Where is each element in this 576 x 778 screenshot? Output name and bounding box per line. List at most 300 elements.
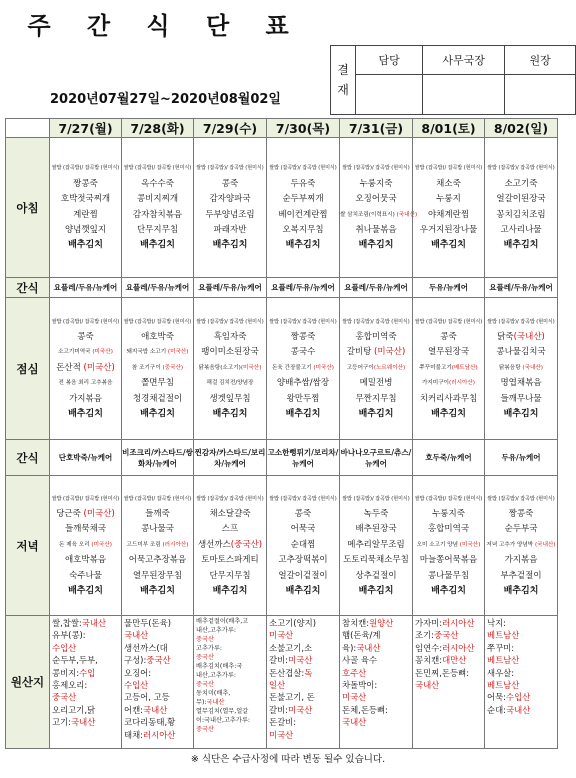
origin-text: 유부(콩):	[52, 630, 86, 641]
lunch-cell	[122, 298, 194, 440]
menu-item: 누룽지죽	[359, 178, 393, 189]
menu-item: 누룽지	[436, 194, 461, 205]
dinner-cell	[122, 476, 194, 616]
menu-item: 가지볶음	[504, 555, 538, 566]
menu-item: 짱콩죽	[508, 509, 534, 520]
menu-item: 짱콩죽	[290, 332, 316, 343]
menu-item: 두부양념조림	[205, 209, 255, 220]
menu-item: 어묵국	[290, 524, 316, 535]
menu-item: 쌀밥 (잡곡밥)/ 잡곡밥 (현미식)	[269, 495, 337, 502]
origin-text: 베트남산	[487, 679, 520, 690]
menu-item: 고등어구이(노르웨이산)	[346, 364, 406, 371]
menu-item: 배추김치	[68, 408, 103, 419]
origin-line	[196, 662, 266, 671]
breakfast-cell	[340, 138, 418, 278]
origin-line	[196, 698, 266, 707]
menu-item: 단무지무침	[209, 570, 251, 581]
menu-table	[5, 118, 558, 749]
menu-item: 배추김치	[431, 585, 466, 596]
menu-item: 배추김치	[358, 240, 394, 251]
menu-item: 열무된장국	[427, 347, 470, 358]
day-header: 7/28(화)	[122, 119, 194, 138]
day-header: 8/01(토)	[413, 119, 485, 138]
origin-line	[487, 691, 557, 703]
origin-text: 임연수:	[415, 642, 443, 653]
menu-item: 쌀밥 (잡곡밥)/ 잡곡밥 (현미식)	[196, 318, 264, 325]
origin-cell	[50, 616, 122, 749]
row-label-dinner: 저녁	[6, 476, 50, 616]
origin-text: 돈불고기, 돈	[269, 692, 315, 703]
footer-note: ※ 식단은 수급사정에 따라 변동 될수 있습니다.	[190, 754, 386, 765]
snack2-cell: 찐감자/카스타드/보리차/뉴케어	[194, 440, 267, 476]
origin-text: 이:국내산,고추가루:	[196, 717, 250, 724]
menu-item: 배추김치	[140, 408, 175, 419]
origin-line	[52, 617, 121, 629]
origin-line	[487, 654, 557, 666]
origin-text: 국내산	[415, 679, 440, 690]
origin-line	[269, 691, 339, 703]
menu-item: 쌀밥 (잡곡밥)/ 잡곡밥 (현미식)	[487, 318, 555, 325]
menu-item: 돼지국밥 소고기 (미국산)	[126, 349, 189, 356]
origin-line	[124, 716, 193, 728]
origin-text: 조기:	[415, 630, 435, 641]
menu-item: 흑임자죽	[213, 332, 247, 343]
origin-text: 독	[304, 667, 313, 678]
origin-line	[487, 679, 557, 691]
menu-item: 배추김치	[503, 408, 539, 419]
menu-item: 애호박죽	[141, 332, 174, 343]
menu-item: 쌀밥 (잡곡밥)/ 잡곡밥 (현미식)	[196, 165, 264, 172]
menu-item: 야채계란찜	[427, 209, 470, 220]
dinner-cell	[485, 476, 558, 616]
origin-line	[52, 691, 121, 703]
menu-item: 청경채겉절이	[132, 393, 183, 404]
origin-cell	[340, 616, 413, 749]
origin-line	[487, 704, 557, 716]
origin-text: 중국산	[196, 726, 214, 733]
origin-line	[487, 629, 557, 641]
origin-text: 러시아산	[143, 729, 176, 740]
menu-item: 쫄면무침	[141, 378, 174, 389]
origin-line	[124, 691, 193, 703]
dinner-cell	[267, 476, 340, 616]
day-header: 7/30(목)	[267, 119, 340, 138]
menu-item: 숙주나물	[69, 570, 102, 581]
menu-item: 순두부국	[504, 524, 538, 535]
origin-line	[342, 629, 412, 641]
origin-text: 원양산	[369, 618, 394, 628]
origin-line	[342, 691, 412, 703]
origin-text: 쌀,찹쌀:	[52, 618, 82, 628]
origin-line	[124, 704, 193, 716]
origin-line	[52, 642, 121, 654]
origin-line	[196, 725, 266, 734]
menu-item: 돈산적 (미국산)	[56, 362, 115, 373]
origin-text: 물만두(돈육)	[124, 618, 171, 628]
origin-cell	[485, 616, 558, 749]
menu-item: 우거지된장나물	[419, 224, 478, 235]
lunch-cell	[50, 298, 122, 440]
menu-item: 배추김치	[140, 240, 175, 251]
menu-item: 스프	[221, 524, 239, 535]
origin-text: 소불고기,소	[269, 642, 313, 653]
menu-item: 해걸 김치전/양념장	[206, 380, 254, 387]
origin-line	[269, 704, 339, 716]
menu-item: 쌀밥 (잡곡밥)/ 잡곡밥 (현미식)	[342, 165, 410, 172]
menu-item: 배추김치	[503, 240, 539, 251]
origin-text: 국내산	[342, 717, 367, 728]
origin-line	[124, 617, 193, 629]
origin-line	[415, 617, 484, 629]
origin-text: 동치미(배추,	[196, 690, 231, 697]
origin-line	[269, 716, 339, 728]
lunch-cell	[194, 298, 267, 440]
origin-line	[52, 704, 121, 716]
menu-item: 고사리나물	[500, 224, 542, 235]
menu-item: 배추김치	[285, 408, 321, 419]
menu-item: 단무지무침	[136, 224, 179, 235]
origin-text: 태채:	[124, 729, 144, 740]
snack1-cell: 요플레/두유/뉴케어	[267, 278, 340, 298]
approval-col-staff: 담당	[356, 46, 423, 75]
menu-item: 순대찜	[290, 539, 316, 550]
origin-line	[196, 617, 266, 626]
day-header: 7/29(수)	[194, 119, 267, 138]
menu-item: 애호박볶음	[64, 555, 107, 566]
origin-line	[196, 635, 266, 644]
origin-line	[415, 667, 484, 679]
origin-text: 고등어, 고등	[124, 692, 170, 703]
menu-item: 생선까스(중국산)	[197, 539, 263, 550]
origin-text: 코다리동태,황	[124, 717, 176, 728]
menu-item: 고추장떡볶이	[278, 555, 328, 566]
origin-text: 갈비:	[269, 704, 289, 715]
menu-item: 메밀전병	[359, 378, 393, 389]
menu-item: 쌀밥 (잡곡밥)/ 잡곡밥 (현미식)	[51, 495, 120, 502]
menu-item: 양배추쌈/쌈장	[276, 378, 330, 389]
origin-line	[196, 716, 266, 725]
menu-item: 채소달걀죽	[209, 509, 251, 520]
approval-col-director: 원장	[505, 46, 576, 75]
origin-text: 낙지:	[487, 618, 507, 628]
menu-item: 얼갈이된장국	[496, 194, 546, 205]
menu-item: 당근죽 (미국산)	[56, 509, 115, 520]
breakfast-cell	[485, 138, 558, 278]
origin-text: 미국산	[269, 630, 294, 641]
date-range: 2020년07월27일~2020년08월02일	[50, 92, 281, 107]
menu-item: 취나물볶음	[355, 224, 397, 235]
origin-line	[415, 679, 484, 691]
origin-text: 수입	[79, 667, 96, 678]
origin-text: 콩비지:	[52, 667, 80, 678]
menu-item: 배추김치	[285, 240, 321, 251]
origin-text: 러시아산	[442, 618, 475, 628]
origin-line	[342, 642, 412, 654]
dinner-cell	[194, 476, 267, 616]
menu-item: 전 볶음 최리 고추볶음	[58, 380, 113, 387]
menu-item: 계란찜	[73, 209, 98, 220]
row-label-breakfast: 아침	[6, 138, 50, 278]
menu-item: 갈비탕 (미국산)	[346, 347, 406, 358]
origin-line	[415, 654, 484, 666]
menu-item: 쌀밥 (잡곡밥)/ 잡곡밥 (현미식)	[414, 318, 483, 325]
origin-text: 순대:	[487, 704, 507, 715]
origin-text: 미국산	[288, 655, 313, 666]
origin-text: 고추가루:	[196, 645, 222, 652]
origin-text: 국내산	[356, 642, 381, 653]
origin-text: 차돌박이:	[342, 679, 378, 690]
origin-line	[196, 689, 266, 698]
menu-item: 쌀밥 (잡곡밥)/ 잡곡밥 (현미식)	[342, 495, 410, 502]
menu-item: 상추겉절이	[355, 570, 397, 581]
row-label-snack-pm: 간식	[6, 440, 50, 476]
origin-text: 갈비:	[269, 655, 289, 666]
menu-item: 마늘쫑어묵볶음	[419, 555, 478, 566]
breakfast-cell	[194, 138, 267, 278]
menu-item: 쌀밥 (잡곡밥)/ 잡곡밥 (현미식)	[269, 318, 337, 325]
menu-item: 녹두죽	[363, 509, 389, 520]
origin-line	[52, 679, 121, 691]
approval-label: 결 재	[331, 46, 356, 115]
breakfast-cell	[50, 138, 122, 278]
menu-item: 콩나물무침	[427, 570, 470, 581]
row-label-lunch: 점심	[6, 298, 50, 440]
menu-item: 쌀밥 (잡곡밥)/ 잡곡밥 (현미식)	[123, 165, 192, 172]
origin-line	[342, 667, 412, 679]
origin-text: 고기:	[52, 717, 72, 728]
origin-text: 국내산	[143, 704, 168, 715]
menu-item: 들깨묵채국	[64, 524, 107, 535]
menu-item: 쌀밥 (잡곡밥)/ 잡곡밥 (현미식)	[414, 165, 483, 172]
origin-text: 중국산	[434, 630, 459, 641]
menu-item: 오복지무침	[282, 224, 324, 235]
dinner-cell	[413, 476, 485, 616]
row-label-snack-am: 간식	[6, 278, 50, 298]
snack1-cell: 요플레/두유/뉴케어	[122, 278, 194, 298]
origin-text: 꽁치캔:	[415, 655, 443, 666]
lunch-cell	[485, 298, 558, 440]
lunch-cell	[413, 298, 485, 440]
origin-line	[52, 629, 121, 641]
menu-item: 쌀 삼치조림(이력표시) (국내산)	[340, 211, 418, 218]
menu-item: 닭죽(국내산)	[497, 332, 545, 343]
lunch-cell	[267, 298, 340, 440]
menu-item: 쌀밥 (잡곡밥)/ 잡곡밥 (현미식)	[414, 495, 483, 502]
origin-text: 어캔:	[124, 704, 144, 715]
menu-item: 콩죽	[294, 509, 312, 520]
menu-item: 명엽채볶음	[500, 378, 542, 389]
approval-box	[330, 45, 576, 115]
menu-item: 오징어뭇국	[355, 194, 397, 205]
origin-line	[269, 667, 339, 679]
menu-item: 고드미부 조림 (러시아산)	[126, 541, 189, 548]
day-header: 7/31(금)	[340, 119, 413, 138]
origin-line	[196, 680, 266, 689]
snack2-cell: 비조크리/카스타드/쌍화차/뉴케어	[122, 440, 194, 476]
menu-item: 쌀밥 (잡곡밥)/ 잡곡밥 (현미식)	[196, 495, 264, 502]
origin-text: 순두부,두부,	[52, 655, 98, 666]
menu-item: 소고기미역국 (미국산)	[58, 349, 113, 356]
menu-item: 콩나물국	[141, 524, 174, 535]
origin-text: 베트남산	[487, 630, 520, 641]
menu-item: 소고기죽	[504, 178, 538, 189]
origin-line	[52, 716, 121, 728]
origin-line	[196, 671, 266, 680]
menu-item: 왕만두찜	[286, 393, 320, 404]
origin-text: 구성):	[124, 655, 147, 666]
origin-text: 호주산	[342, 667, 367, 678]
origin-line	[124, 729, 193, 741]
menu-item: 생겟잎무침	[209, 393, 251, 404]
snack2-cell: 고소한뻥튀기/보리차/뉴케어	[267, 440, 340, 476]
origin-text: 국내산	[124, 630, 149, 641]
origin-text: 중국산	[52, 692, 77, 703]
menu-item: 감자양파국	[209, 194, 251, 205]
menu-item: 치커리사과무침	[419, 393, 478, 404]
menu-item: 쌀밥 (잡곡밥)/ 잡곡밥 (현미식)	[123, 495, 192, 502]
menu-item: 콩죽	[440, 332, 457, 343]
menu-item: 배추김치	[212, 585, 248, 596]
menu-item: 쌀밥 (잡곡밥)/ 잡곡밥 (현미식)	[123, 318, 192, 325]
origin-text: 어묵:	[487, 692, 507, 703]
origin-text: 일산	[269, 679, 286, 690]
origin-text: 중국산	[196, 681, 214, 688]
menu-item: 오미 소고기 양념 (미국산)	[416, 541, 481, 548]
origin-line	[487, 617, 557, 629]
origin-text: 돈갈비:	[269, 717, 297, 728]
day-header: 7/27(월)	[50, 119, 122, 138]
menu-item: 홍합미역죽	[355, 332, 397, 343]
menu-item: 들깨죽	[145, 509, 170, 520]
menu-item: 쌀밥 (잡곡밥)/ 잡곡밥 (현미식)	[269, 165, 337, 172]
origin-text: 대만산	[442, 655, 467, 666]
dinner-cell	[340, 476, 413, 616]
menu-item: 배추김치	[212, 240, 248, 251]
menu-item: 메추리알무조림	[347, 539, 405, 550]
menu-item: 호박젓국찌개	[60, 194, 111, 205]
menu-item: 옥수수죽	[141, 178, 174, 189]
snack1-cell: 요플레/두유/뉴케어	[340, 278, 413, 298]
origin-line	[124, 667, 193, 679]
snack1-cell: 두유/뉴케어	[413, 278, 485, 298]
menu-item: 가지미구이(러시아산)	[421, 380, 475, 387]
origin-line	[415, 629, 484, 641]
menu-item: 콩죽	[221, 178, 239, 189]
snack2-cell: 바나나오구르트/츄스/뉴케어	[340, 440, 413, 476]
origin-text: 새우살:	[487, 667, 515, 678]
menu-item: 돈육 간장불고기 (미국산)	[272, 364, 334, 371]
origin-line	[269, 617, 339, 629]
menu-item: 배추김치	[431, 408, 466, 419]
origin-text: 쭈꾸미:	[487, 642, 515, 653]
menu-item: 배추김치	[358, 408, 394, 419]
origin-text: 배추김치(배추:국	[196, 663, 243, 670]
origin-line	[487, 667, 557, 679]
origin-text: 무):	[196, 699, 207, 706]
snack1-cell: 요플레/두유/뉴케어	[485, 278, 558, 298]
menu-item: 열무된장무침	[132, 570, 183, 581]
origin-line	[52, 667, 121, 679]
lunch-cell	[340, 298, 413, 440]
menu-item: 콩죽	[77, 332, 94, 343]
menu-item: 배추김치	[140, 585, 175, 596]
origin-text: 배추겉절이(배추,고	[196, 618, 249, 625]
origin-text: 미국산	[269, 729, 294, 740]
breakfast-cell	[413, 138, 485, 278]
origin-line	[269, 654, 339, 666]
origin-text: 오리고기,닭	[52, 704, 96, 715]
menu-item: 양념깻잎지	[64, 224, 107, 235]
menu-item: 들깨무나물	[500, 393, 542, 404]
origin-text: 오징어:	[124, 667, 152, 678]
origin-line	[124, 642, 193, 654]
origin-line	[124, 679, 193, 691]
origin-text: 돈체,돈등뼈:	[342, 704, 388, 715]
menu-item: 콩나물김치국	[496, 347, 546, 358]
origin-text: 가자미:	[415, 618, 443, 628]
origin-line	[196, 644, 266, 653]
origin-line	[415, 642, 484, 654]
menu-item: 얼갈이겉절이	[278, 570, 328, 581]
menu-item: 배추김치	[431, 240, 466, 251]
menu-item: 콩국수	[290, 347, 316, 358]
menu-item: 쌀밥 (잡곡밥)/ 잡곡밥 (현미식)	[487, 165, 555, 172]
origin-line	[52, 654, 121, 666]
menu-item: 배추된장국	[355, 524, 397, 535]
origin-text: 중국산	[196, 636, 214, 643]
origin-text: 베트남산	[487, 655, 520, 666]
origin-line	[196, 653, 266, 662]
origin-line	[196, 707, 266, 716]
origin-line	[269, 729, 339, 741]
origin-text: 햄(돈육/계	[342, 630, 381, 641]
origin-line	[269, 679, 339, 691]
menu-item: 배추김치	[503, 585, 539, 596]
row-label-origin: 원산지	[6, 616, 50, 749]
origin-line	[124, 654, 193, 666]
menu-item: 쌀밥 (잡곡밥)/ 잡곡밥 (현미식)	[51, 318, 120, 325]
menu-item: 무짠지무침	[355, 393, 397, 404]
origin-text: 중국산	[146, 655, 171, 666]
menu-item: 배추김치	[212, 408, 248, 419]
menu-item: 누룽지죽	[432, 509, 465, 520]
snack1-cell: 요플레/두유/뉴케어	[50, 278, 122, 298]
menu-item: 토마토스파게티	[201, 555, 259, 566]
menu-item: 배추김치	[358, 585, 394, 596]
page-title: 주 간 식 단 표	[27, 12, 303, 40]
origin-text: 미국산	[288, 704, 313, 715]
origin-line	[342, 704, 412, 716]
origin-text: 내산,고추가루:	[196, 627, 236, 634]
menu-item: 닭볶음탕(소고기)(미국산)	[198, 364, 262, 371]
approval-col-manager: 사무국장	[423, 46, 505, 75]
origin-text: 홍제오리:	[52, 679, 88, 690]
snack1-cell: 요플레/두유/뉴케어	[194, 278, 267, 298]
origin-cell	[413, 616, 485, 749]
menu-item: 배추김치	[68, 240, 103, 251]
breakfast-cell	[267, 138, 340, 278]
menu-item: 쌀밥 (잡곡밥)/ 잡곡밥 (현미식)	[51, 165, 120, 172]
origin-text: 러시아산	[442, 642, 475, 653]
origin-line	[342, 654, 412, 666]
menu-item: 쭈꾸미불고기(베트남산)	[419, 364, 478, 371]
menu-item: 감자참치볶음	[132, 209, 183, 220]
menu-item: 저녁 고추가 양념박 (국내산)	[486, 541, 556, 548]
snack2-cell: 호두죽/뉴케어	[413, 440, 485, 476]
origin-text: 국내산	[71, 717, 96, 728]
menu-item: 돈 제육 오리 (미국산)	[59, 541, 112, 548]
menu-item: 도토리묵채소무침	[343, 555, 409, 566]
